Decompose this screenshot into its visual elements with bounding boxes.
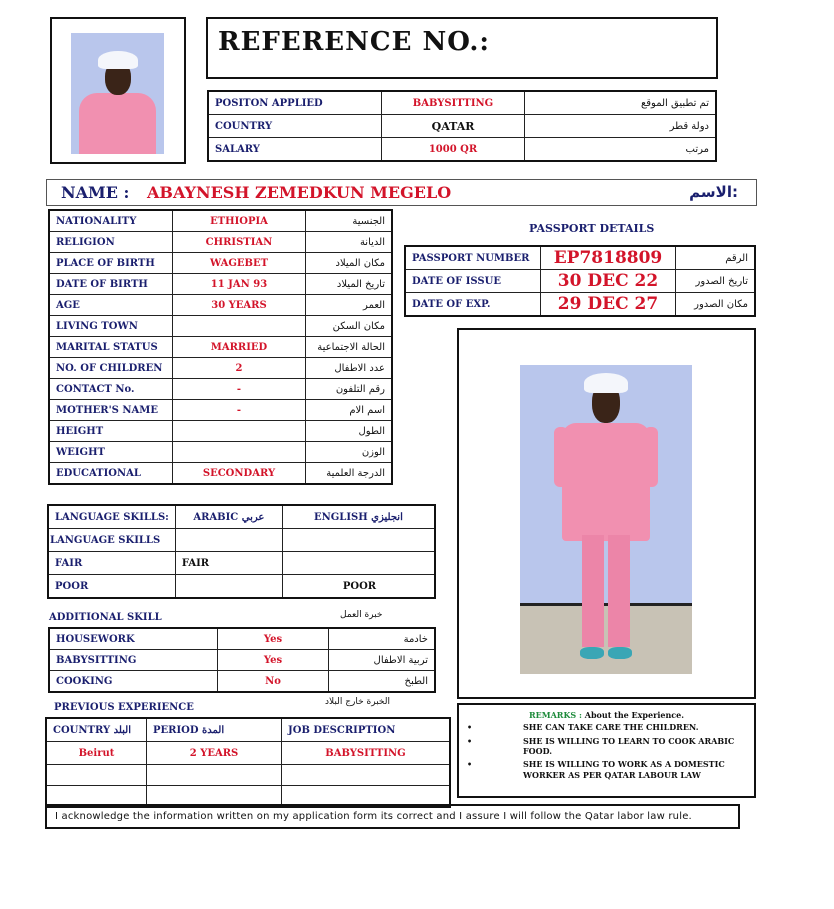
reference-label: REFERENCE NO.: — [218, 27, 490, 57]
table-row: DATE OF EXP. 29 DEC 27 مكان الصدور — [405, 293, 755, 317]
table-row: PASSPORT NUMBER EP7818809 الرقم — [405, 246, 755, 270]
table-row: MOTHER'S NAME - اسم الام — [49, 400, 392, 421]
table-row: PLACE OF BIRTH WAGEBET مكان الميلاد — [49, 253, 392, 274]
portrait-photo — [71, 33, 164, 154]
name-value: ABAYNESH ZEMEDKUN MEGELO — [147, 183, 452, 202]
remarks-title: REMARKS : — [529, 710, 582, 720]
table-row: POOR POOR — [48, 575, 435, 599]
table-row: CONTACT No. - رقم التلفون — [49, 379, 392, 400]
acknowledgement-box — [45, 804, 740, 829]
passport-title: PASSPORT DETAILS — [529, 222, 655, 235]
acknowledgement-text: I acknowledge the information written on my application form its correct and I assure I will follow the Qatar labor law rule. — [55, 811, 692, 822]
table-row: SALARY 1000 QR مرتب — [208, 138, 716, 162]
table-row: HEIGHT الطول — [49, 421, 392, 442]
additional-skill-title-ar: خبرة العمل — [340, 610, 383, 620]
position-table — [207, 90, 717, 162]
table-row: COUNTRY البلد PERIOD المدة JOB DESCRIPTION — [46, 718, 450, 742]
name-label-ar: الاسم: — [689, 183, 738, 201]
additional-skill-title: ADDITIONAL SKILL — [49, 612, 162, 623]
table-row: DATE OF BIRTH 11 JAN 93 تاريخ الميلاد — [49, 274, 392, 295]
full-body-photo — [520, 365, 692, 674]
table-row: Beirut 2 YEARS BABYSITTING — [46, 742, 450, 765]
name-bar — [46, 179, 757, 206]
additional-skill-table — [48, 627, 436, 693]
table-row: MARITAL STATUS MARRIED الحالة الاجتماعية — [49, 337, 392, 358]
language-table — [47, 504, 436, 599]
full-body-photo-frame — [457, 328, 756, 699]
table-row: LANGUAGE SKILLS — [48, 529, 435, 552]
table-row: NO. OF CHILDREN 2 عدد الاطفال — [49, 358, 392, 379]
table-row: HOUSEWORK Yes خادمة — [49, 628, 435, 650]
remarks-box: REMARKS : About the Experience. • SHE CAN TAKE CARE THE CHILDREN. • SHE IS WILLING TO LEARN TO COOK ARABIC FOOD. • SHE IS WILLING TO WORK AS A DOMESTIC WORKER AS PER QATAR LABOUR LAW — [457, 703, 756, 798]
experience-table — [45, 717, 451, 808]
table-row: LANGUAGE SKILLS: ARABIC عربي ENGLISH انجليزي — [48, 505, 435, 529]
table-row: NATIONALITY ETHIOPIA الجنسية — [49, 210, 392, 232]
table-row: DATE OF ISSUE 30 DEC 22 تاريخ الصدور — [405, 270, 755, 293]
portrait-photo-frame — [50, 17, 186, 164]
experience-title-ar: الخبرة خارج البلاد — [325, 697, 390, 707]
name-label: NAME : — [61, 183, 130, 202]
table-row: COOKING No الطبخ — [49, 671, 435, 693]
table-row: LIVING TOWN مكان السكن — [49, 316, 392, 337]
passport-table — [404, 245, 756, 317]
table-row: POSITON APPLIED BABYSITTING تم تطبيق الموقع — [208, 91, 716, 115]
table-row — [46, 765, 450, 786]
table-row: FAIR FAIR — [48, 552, 435, 575]
remarks-subtitle: About the Experience. — [584, 710, 685, 720]
table-row: WEIGHT الوزن — [49, 442, 392, 463]
personal-details-table — [48, 209, 393, 485]
table-row: COUNTRY QATAR دولة قطر — [208, 115, 716, 138]
table-row: RELIGION CHRISTIAN الديانة — [49, 232, 392, 253]
table-row: BABYSITTING Yes تربية الاطفال — [49, 650, 435, 671]
table-row: AGE 30 YEARS العمر — [49, 295, 392, 316]
reference-box — [206, 17, 718, 79]
experience-title: PREVIOUS EXPERIENCE — [54, 702, 194, 713]
table-row: EDUCATIONAL SECONDARY الدرجة العلمية — [49, 463, 392, 485]
